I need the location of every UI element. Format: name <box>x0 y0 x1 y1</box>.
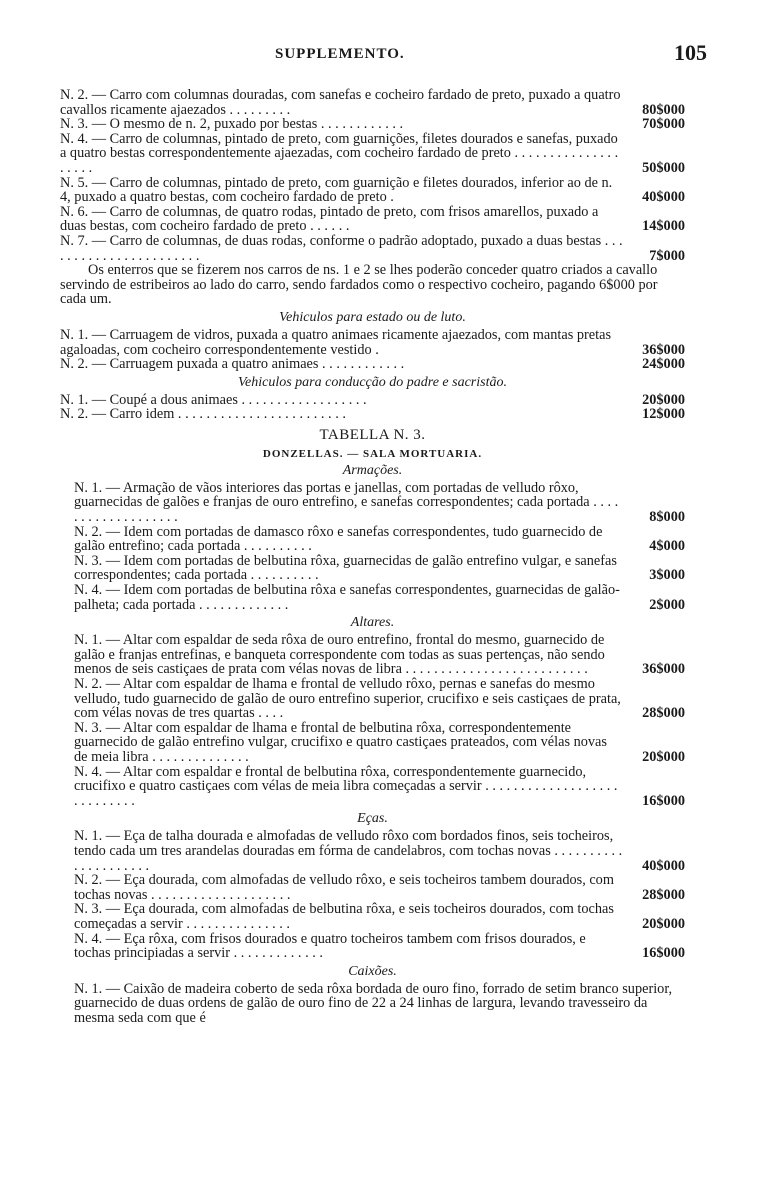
price-item <box>74 583 685 612</box>
section-heading-altares: Altares. <box>350 615 395 631</box>
note-paragraph: Os enterros que se fizerem nos carros de ns. 1 e 2 se lhes poderão conceder quatro criados a cavallo servindo de estribeiros ao lado do carro, sendo fardados como o respectivo cocheiro, pagando 6$000 por cada um. <box>60 262 658 308</box>
item-description: N. 1. — Coupé a dous animaes . . . . . . . . . . . . . . . . . . <box>60 391 367 408</box>
item-description: N. 1. — Eça de talha dourada e almofadas de velludo rôxo com bordados finos, seis tocheiros, tendo cada um tres arandelas douradas em fórma de candelabros, com tochas novas . . . . . . . . . . . . . . . . . . . . . <box>74 828 623 874</box>
page-content <box>60 88 685 1025</box>
item-price: 70$000 <box>642 116 685 133</box>
price-item <box>60 234 685 263</box>
price-item <box>60 205 685 234</box>
price-item <box>60 357 685 372</box>
item-price: 8$000 <box>649 509 685 526</box>
item-price: 40$000 <box>642 189 685 206</box>
item-price: 80$000 <box>642 101 685 118</box>
price-item <box>74 902 685 931</box>
item-description: N. 3. — Eça dourada, com almofadas de belbutina rôxa, e seis tocheiros dourados, com tochas começadas a servir . . . . . . . . . . . . . . . <box>74 901 614 932</box>
item-price: 2$000 <box>649 596 685 613</box>
caixoes-paragraph: N. 1. — Caixão de madeira coberto de seda rôxa bordada de ouro fino, forrado de setim branco superior, guarnecido de duas ordens de galão de ouro fino de 22 a 24 linhas de largura, levando travesseiro da mesma seda com que é <box>74 980 673 1026</box>
table-subtitle: DONZELLAS. — SALA MORTUARIA. <box>262 447 483 460</box>
price-item <box>74 932 685 961</box>
price-item <box>60 88 685 117</box>
item-description: N. 2. — Carruagem puxada a quatro animaes . . . . . . . . . . . . <box>60 356 405 373</box>
item-description: N. 7. — Carro de columnas, de duas rodas, conforme o padrão adoptado, puxado a duas bestas . . . . . . . . . . . . . . . . . . . . . . . <box>60 232 623 264</box>
padre-price-list <box>60 393 685 422</box>
price-item <box>60 176 685 205</box>
section-heading-padre: Vehiculos para conducção do padre e sacristão. <box>238 374 507 390</box>
item-description: N. 6. — Carro de columnas, de quatro rodas, pintado de preto, com frisos amarellos, puxado a duas bestas, com cocheiro fardado de preto . . . . . . <box>60 203 599 235</box>
item-description: N. 3. — Idem com portadas de belbutina rôxa, guarnecidas de galão entrefino vulgar, e sanefas correspondentes; cada portada . . . . . . . . . . <box>74 552 617 584</box>
price-item <box>60 328 685 357</box>
section-heading-luto: Vehiculos para estado ou de luto. <box>279 309 466 325</box>
item-description: N. 2. — Carro com columnas douradas, com sanefas e cocheiro fardado de preto, puxado a quatro cavallos ricamente ajaezados . . . . . . . . . <box>60 87 621 118</box>
item-price: 28$000 <box>642 705 685 722</box>
luto-price-list <box>60 328 685 372</box>
price-item <box>74 721 685 765</box>
item-description: N. 2. — Idem com portadas de damasco rôxo e sanefas correspondentes, tudo guarnecido de galão entrefino; cada portada . . . . . . . . . . <box>74 523 603 555</box>
armacoes-price-list <box>60 481 685 612</box>
page-number: 105 <box>674 40 707 65</box>
section-heading-armacoes: Armações. <box>342 462 403 478</box>
item-price: 4$000 <box>649 538 685 555</box>
item-price: 12$000 <box>642 406 685 423</box>
item-price: 16$000 <box>642 792 685 809</box>
price-item <box>74 633 685 677</box>
item-description: N. 2. — Eça dourada, com almofadas de velludo rôxo, e seis tocheiros tambem dourados, com tochas novas . . . . . . . . . . . . . . . . . . . . <box>74 872 614 903</box>
price-item <box>74 677 685 721</box>
item-description: N. 1. — Carruagem de vidros, puxada a quatro animaes ricamente ajaezados, com mantas pretas agaloadas, com cocheiro correspondentemente vestido . <box>60 326 612 358</box>
page-header <box>0 40 757 70</box>
item-price: 20$000 <box>642 748 685 765</box>
item-description: N. 4. — Idem com portadas de belbutina rôxa e sanefas correspondentes, guarnecidas de galão-palheta; cada portada . . . . . . . . . . . . . <box>74 582 620 613</box>
item-price: 36$000 <box>642 341 685 358</box>
price-item <box>60 132 685 176</box>
item-description: N. 2. — Altar com espaldar de lhama e frontal de velludo rôxo, pernas e sanefas do mesmo velludo, tudo guarnecido de galão de ouro entrefino superior, crucifixo e seis castiçaes de prata, com vélas novas de tres quartas . . . . <box>74 676 621 722</box>
item-price: 7$000 <box>649 247 685 264</box>
altares-price-list <box>60 633 685 808</box>
item-price: 14$000 <box>642 218 685 235</box>
section-heading-ecas: Eças. <box>357 811 388 827</box>
price-item <box>74 765 685 809</box>
price-item <box>74 525 685 554</box>
item-description: N. 4. — Carro de columnas, pintado de preto, com guarnições, filetes dourados e sanefas, puxado a quatro bestas correspondentemente ajaezadas, com cocheiro fardado de preto . . . . . . . . . . . . . . . . . . . . <box>60 130 619 176</box>
price-item <box>60 117 685 132</box>
item-description: N. 2. — Carro idem . . . . . . . . . . . . . . . . . . . . . . . . <box>60 406 346 423</box>
price-item <box>60 393 685 408</box>
item-price: 28$000 <box>642 886 685 903</box>
ecas-price-list <box>60 829 685 960</box>
item-price: 36$000 <box>642 661 685 678</box>
item-description: N. 5. — Carro de columnas, pintado de preto, com guarnição e filetes dourados, inferior ao de n. 4, puxado a quatro bestas, com cocheiro fardado de preto . <box>60 174 613 206</box>
item-price: 24$000 <box>642 356 685 373</box>
table-title: TABELLA N. 3. <box>319 426 426 443</box>
running-title: SUPPLEMENTO. <box>275 46 405 62</box>
item-price: 20$000 <box>642 391 685 408</box>
item-description: N. 1. — Altar com espaldar de seda rôxa de ouro entrefino, frontal do mesmo, guarnecido de galão e franjas entrefinas, e banqueta correspondente com todas as suas pertenças, não sendo menos de seis castiçaes de prata com vélas novas de libra . . . . . . . . . . . . . . . . . . . . . . . . . . <box>74 632 605 678</box>
price-item <box>74 554 685 583</box>
section-heading-caixoes: Caixões. <box>348 963 397 979</box>
item-price: 50$000 <box>642 159 685 176</box>
item-price: 20$000 <box>642 915 685 932</box>
item-description: N. 3. — Altar com espaldar de lhama e frontal de belbutina rôxa, correspondentemente guarnecido de galão entrefino vulgar, crucifixo e quatro castiçaes prateados, com vélas novas de meia libra . . . . . . . . . . . . . . <box>74 719 607 765</box>
item-description: N. 3. — O mesmo de n. 2, puxado por bestas . . . . . . . . . . . . <box>60 116 404 133</box>
item-price: 3$000 <box>649 567 685 584</box>
price-item <box>74 829 685 873</box>
item-description: N. 4. — Altar com espaldar e frontal de belbutina rôxa, correspondentemente guarnecido, crucifixo e quatro castiçaes com vélas de meia libra começadas a servir . . . . . . . . . . . . . . . . . . . . . . . . . . . . <box>74 763 618 809</box>
item-description: N. 1. — Armação de vãos interiores das portas e janellas, com portadas de velludo rôxo, guarnecidas de galões e franjas de ouro entrefino, e sanefas correspondentes; cada portada . . . . . . . . . . . . . . . . . . . <box>74 479 619 526</box>
item-price: 16$000 <box>642 945 685 962</box>
item-price: 40$000 <box>642 857 685 874</box>
price-item <box>74 481 685 525</box>
carriage-price-list <box>60 88 685 263</box>
item-description: N. 4. — Eça rôxa, com frisos dourados e quatro tocheiros tambem com frisos dourados, e tochas principiadas a servir . . . . . . . . . . . . . <box>74 930 586 962</box>
price-item <box>60 407 685 422</box>
price-item <box>74 873 685 902</box>
